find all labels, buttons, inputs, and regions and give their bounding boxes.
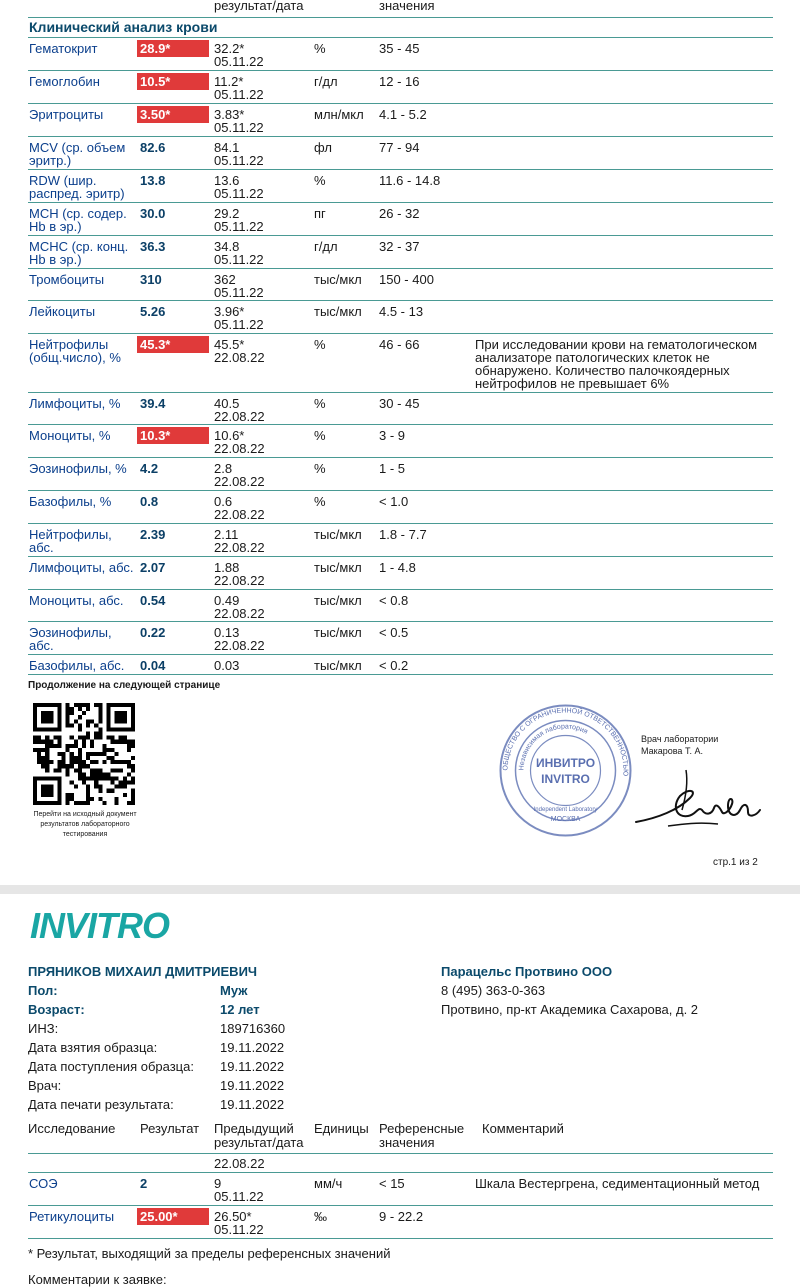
table-rule — [28, 103, 773, 104]
unit: тыс/мкл — [314, 527, 362, 542]
table-rule — [28, 17, 773, 18]
previous-date: 22.08.22 — [214, 409, 265, 424]
unit: % — [314, 396, 326, 411]
qr-code[interactable] — [33, 703, 135, 805]
field-label: Возраст: — [28, 1002, 85, 1017]
test-name: СОЭ — [29, 1176, 58, 1191]
result-value: 45.3* — [137, 336, 209, 353]
table-rule — [28, 169, 773, 170]
unit: тыс/мкл — [314, 272, 362, 287]
result-value: 0.04 — [140, 658, 166, 673]
previous-value: 34.8 — [214, 239, 240, 254]
test-name: RDW (шир. распред. эритр) — [29, 173, 125, 201]
table-rule — [28, 1205, 773, 1206]
result-value: 10.3* — [137, 427, 209, 444]
reference-range: 4.1 - 5.2 — [379, 107, 427, 122]
reference-range: 26 - 32 — [379, 206, 420, 221]
previous-result — [214, 1210, 309, 1236]
reference-range: 150 - 400 — [379, 272, 434, 287]
test-name: Нейтрофилы (общ.число), % — [29, 337, 121, 365]
table-rule — [28, 523, 773, 524]
test-name: Гематокрит — [29, 41, 98, 56]
field-label: Дата взятия образца: — [28, 1040, 158, 1055]
test-name: Гемоглобин — [29, 74, 100, 89]
table-rule — [28, 1238, 773, 1239]
previous-date: 05.11.22 — [214, 186, 264, 201]
reference-range: 1.8 - 7.7 — [379, 527, 427, 542]
reference-range: 9 - 22.2 — [379, 1209, 424, 1224]
previous-date: 22.08.22 — [214, 606, 265, 621]
footnote: * Результат, выходящий за пределы референсных значений — [28, 1246, 391, 1261]
field-value: 189716360 — [220, 1021, 286, 1036]
stamp-city: МОСКВА — [550, 816, 581, 823]
unit: тыс/мкл — [314, 560, 362, 575]
previous-result — [214, 75, 309, 101]
field-value: 19.11.2022 — [220, 1078, 285, 1093]
result-value: 3.50* — [137, 106, 209, 123]
unit: фл — [314, 140, 332, 155]
previous-value: 362 — [214, 272, 236, 287]
reference-range: 3 - 9 — [379, 428, 406, 443]
previous-value: 2.8 — [214, 461, 233, 476]
previous-result — [214, 495, 309, 521]
field-value: Муж — [220, 983, 248, 998]
table-rule — [28, 333, 773, 334]
doctor-name: Макарова Т. А. — [641, 746, 703, 756]
result-value: 39.4 — [140, 396, 166, 411]
result-value: 4.2 — [140, 461, 159, 476]
previous-date: 22.08.22 — [214, 441, 265, 456]
test-name: Базофилы, абс. — [29, 658, 125, 673]
doctor-role: Врач лаборатории — [641, 734, 719, 744]
test-name: Моноциты, % — [29, 428, 111, 443]
result-value: 2.07 — [140, 560, 166, 575]
previous-date: 22.08.22 — [214, 573, 265, 588]
test-name: Лимфоциты, % — [29, 396, 121, 411]
previous-value: 45.5* — [214, 337, 245, 352]
previous-result — [214, 626, 309, 652]
reference-range: 32 - 37 — [379, 239, 420, 254]
reference-range: 46 - 66 — [379, 337, 420, 352]
clinic-phone: 8 (495) 363-0-363 — [441, 983, 546, 998]
result-value: 0.8 — [140, 494, 159, 509]
previous-value: 2.11 — [214, 527, 239, 542]
previous-result — [214, 207, 309, 233]
previous-value: 0.03 — [214, 658, 240, 673]
reference-range: 1 - 5 — [379, 461, 406, 476]
result-value: 13.8 — [140, 173, 166, 188]
previous-value: 26.50* — [214, 1209, 252, 1224]
qr-caption: Перейти на исходный документ результатов лабораторного тестирования — [33, 811, 137, 838]
table-rule — [28, 202, 773, 203]
unit: г/дл — [314, 239, 338, 254]
unit: млн/мкл — [314, 107, 364, 122]
previous-result — [214, 1177, 309, 1203]
result-value: 10.5* — [137, 73, 209, 90]
table-rule — [28, 235, 773, 236]
previous-value: 10.6* — [214, 428, 245, 443]
previous-value: 13.6 — [214, 173, 240, 188]
reference-range: 1 - 4.8 — [379, 560, 416, 575]
previous-date: 05.11.22 — [214, 219, 264, 234]
lab-stamp — [498, 703, 633, 838]
field-value: 19.11.2022 — [220, 1097, 285, 1112]
test-name: Ретикулоциты — [29, 1209, 115, 1224]
previous-date: 22.08.22 — [214, 507, 265, 522]
previous-date: 22.08.22 — [214, 350, 265, 365]
unit: % — [314, 41, 326, 56]
reference-range: 12 - 16 — [379, 74, 420, 89]
previous-result — [214, 141, 309, 167]
test-name: Эозинофилы, абс. — [29, 625, 112, 653]
unit: тыс/мкл — [314, 658, 362, 673]
report-page-2 — [0, 894, 800, 1287]
field-label: Пол: — [28, 983, 58, 998]
result-value: 2 — [140, 1176, 148, 1191]
continuation-note: Продолжение на следующей странице — [28, 680, 221, 691]
patient-name: ПРЯНИКОВ МИХАИЛ ДМИТРИЕВИЧ — [28, 964, 258, 979]
field-value: 12 лет — [220, 1002, 260, 1017]
reference-range: 77 - 94 — [379, 140, 420, 155]
previous-date: 05.11.22 — [214, 120, 264, 135]
col-units: Единицы — [314, 1121, 369, 1136]
previous-value: 84.1 — [214, 140, 240, 155]
page-divider — [0, 885, 800, 894]
previous-result — [214, 429, 309, 455]
reference-range: 35 - 45 — [379, 41, 420, 56]
col-ref: Референсные значения — [379, 1121, 465, 1150]
result-value: 30.0 — [140, 206, 166, 221]
stamp-inner-bottom: Independent Laboratory — [533, 807, 598, 813]
test-name: Нейтрофилы, абс. — [29, 527, 112, 555]
previous-result — [214, 174, 309, 200]
result-value: 28.9* — [137, 40, 209, 57]
clinic-name: Парацельс Протвино ООО — [441, 964, 613, 979]
cut-off-text: Комментарии к заявке: — [28, 1272, 167, 1287]
previous-result — [214, 594, 309, 620]
test-name: Эритроциты — [29, 107, 104, 122]
col-study: Исследование — [28, 1121, 116, 1136]
result-value: 25.00* — [137, 1208, 209, 1225]
table-rule — [28, 70, 773, 71]
previous-value: 1.88 — [214, 560, 240, 575]
test-name: Лейкоциты — [29, 304, 96, 319]
test-name: Лимфоциты, абс. — [29, 560, 134, 575]
field-label: ИНЗ: — [28, 1021, 59, 1036]
previous-result — [214, 659, 309, 672]
table-rule — [28, 674, 773, 675]
unit: % — [314, 337, 326, 352]
result-value: 5.26 — [140, 304, 166, 319]
reference-range: 11.6 - 14.8 — [379, 173, 441, 188]
previous-date: 22.08.22 — [214, 474, 265, 489]
previous-result — [214, 528, 309, 554]
field-value: 19.11.2022 — [220, 1059, 285, 1074]
reference-range: < 0.8 — [379, 593, 409, 608]
previous-result — [214, 397, 309, 423]
previous-result — [214, 305, 309, 331]
unit: тыс/мкл — [314, 593, 362, 608]
previous-date: 05.11.22 — [214, 252, 264, 267]
previous-value: 9 — [214, 1176, 222, 1191]
ref-column-header-fragment: значения — [379, 0, 435, 13]
previous-date: 05.11.22 — [214, 1189, 264, 1204]
previous-value: 40.5 — [214, 396, 240, 411]
unit: тыс/мкл — [314, 625, 362, 640]
previous-date: 05.11.22 — [214, 317, 264, 332]
previous-result — [214, 108, 309, 134]
stamp-inner-text: Независимая лаборатория — [518, 723, 589, 771]
clinic-address: Протвино, пр-кт Академика Сахарова, д. 2 — [441, 1002, 699, 1017]
unit: % — [314, 173, 326, 188]
result-value: 310 — [140, 272, 162, 287]
unit: пг — [314, 206, 326, 221]
previous-date: 05.11.22 — [214, 1222, 264, 1237]
reference-range: < 0.5 — [379, 625, 409, 640]
previous-value: 32.2* — [214, 41, 245, 56]
field-label: Врач: — [28, 1078, 62, 1093]
previous-value: 3.96* — [214, 304, 245, 319]
stamp-outer-text: ОБЩЕСТВО С ОГРАНИЧЕННОЙ ОТВЕТСТВЕННОСТЬЮ — [502, 707, 629, 777]
unit: мм/ч — [314, 1176, 343, 1191]
previous-value: 0.49 — [214, 593, 240, 608]
test-name: Базофилы, % — [29, 494, 112, 509]
test-name: Моноциты, абс. — [29, 593, 124, 608]
result-value: 0.54 — [140, 593, 166, 608]
previous-date: 05.11.22 — [214, 87, 264, 102]
doctor-signature-block — [641, 733, 718, 757]
unit: % — [314, 494, 326, 509]
table-rule — [28, 589, 773, 590]
table-rule — [28, 268, 773, 269]
page-number: стр.1 из 2 — [713, 857, 758, 868]
unit: % — [314, 428, 326, 443]
previous-date: 22.08.22 — [214, 540, 265, 555]
previous-date: 05.11.22 — [214, 54, 264, 69]
reference-range: < 1.0 — [379, 494, 409, 509]
previous-value: 0.6 — [214, 494, 233, 509]
previous-result — [214, 240, 309, 266]
prev-column-header-fragment: результат/дата — [214, 0, 304, 13]
unit: ‰ — [314, 1209, 327, 1224]
section-title: Клинический анализ крови — [29, 19, 218, 35]
field-value: 19.11.2022 — [220, 1040, 285, 1055]
table-rule — [28, 621, 773, 622]
table-rule — [28, 556, 773, 557]
previous-result — [214, 561, 309, 587]
field-label: Дата печати результата: — [28, 1097, 174, 1112]
previous-result — [214, 462, 309, 488]
unit: г/дл — [314, 74, 338, 89]
previous-result — [214, 42, 309, 68]
test-name: MCH (ср. содер. Hb в эр.) — [29, 206, 127, 234]
table-rule — [28, 490, 773, 491]
result-value: 0.22 — [140, 625, 166, 640]
previous-value: 0.13 — [214, 625, 240, 640]
previous-value: 3.83* — [214, 107, 245, 122]
test-name: Тромбоциты — [29, 272, 105, 287]
field-label: Дата поступления образца: — [28, 1059, 194, 1074]
table-rule — [28, 457, 773, 458]
result-value: 82.6 — [140, 140, 166, 155]
signature — [628, 760, 768, 840]
col-result: Результат — [140, 1121, 200, 1136]
result-value: 2.39 — [140, 527, 166, 542]
table-rule — [28, 1153, 773, 1154]
reference-range: < 0.2 — [379, 658, 409, 673]
reference-range: < 15 — [379, 1176, 405, 1191]
previous-result — [214, 338, 309, 364]
comment: При исследовании крови на гематологическом анализаторе патологических клеток не обнаружено. Количество палочкоядерных нейтрофилов не превышает 6% — [475, 337, 758, 391]
previous-result — [214, 273, 309, 299]
table-rule — [28, 1172, 773, 1173]
col-prev: Предыдущий результат/дата — [214, 1121, 304, 1150]
table-rule — [28, 136, 773, 137]
table-rule — [28, 392, 773, 393]
table-rule — [28, 424, 773, 425]
reference-range: 30 - 45 — [379, 396, 420, 411]
previous-value: 11.2* — [214, 74, 244, 89]
carry-over-date: 22.08.22 — [214, 1156, 265, 1171]
invitro-logo: INVITRO — [30, 905, 170, 946]
previous-date: 05.11.22 — [214, 153, 264, 168]
test-name: MCHC (ср. конц. Hb в эр.) — [29, 239, 129, 267]
unit: % — [314, 461, 326, 476]
previous-date: 22.08.22 — [214, 638, 265, 653]
table-rule — [28, 300, 773, 301]
stamp-center-top: ИНВИТРО — [535, 756, 596, 770]
test-name: Эозинофилы, % — [29, 461, 127, 476]
test-name: MCV (ср. объем эритр.) — [29, 140, 126, 168]
reference-range: 4.5 - 13 — [379, 304, 424, 319]
previous-date: 05.11.22 — [214, 285, 264, 300]
unit: тыс/мкл — [314, 304, 362, 319]
comment: Шкала Вестергрена, седиментационный метод — [475, 1176, 760, 1191]
col-comment: Комментарий — [482, 1121, 564, 1136]
table-rule — [28, 654, 773, 655]
stamp-center-bottom: INVITRO — [541, 772, 590, 786]
table-rule — [28, 37, 773, 38]
previous-value: 29.2 — [214, 206, 240, 221]
result-value: 36.3 — [140, 239, 166, 254]
